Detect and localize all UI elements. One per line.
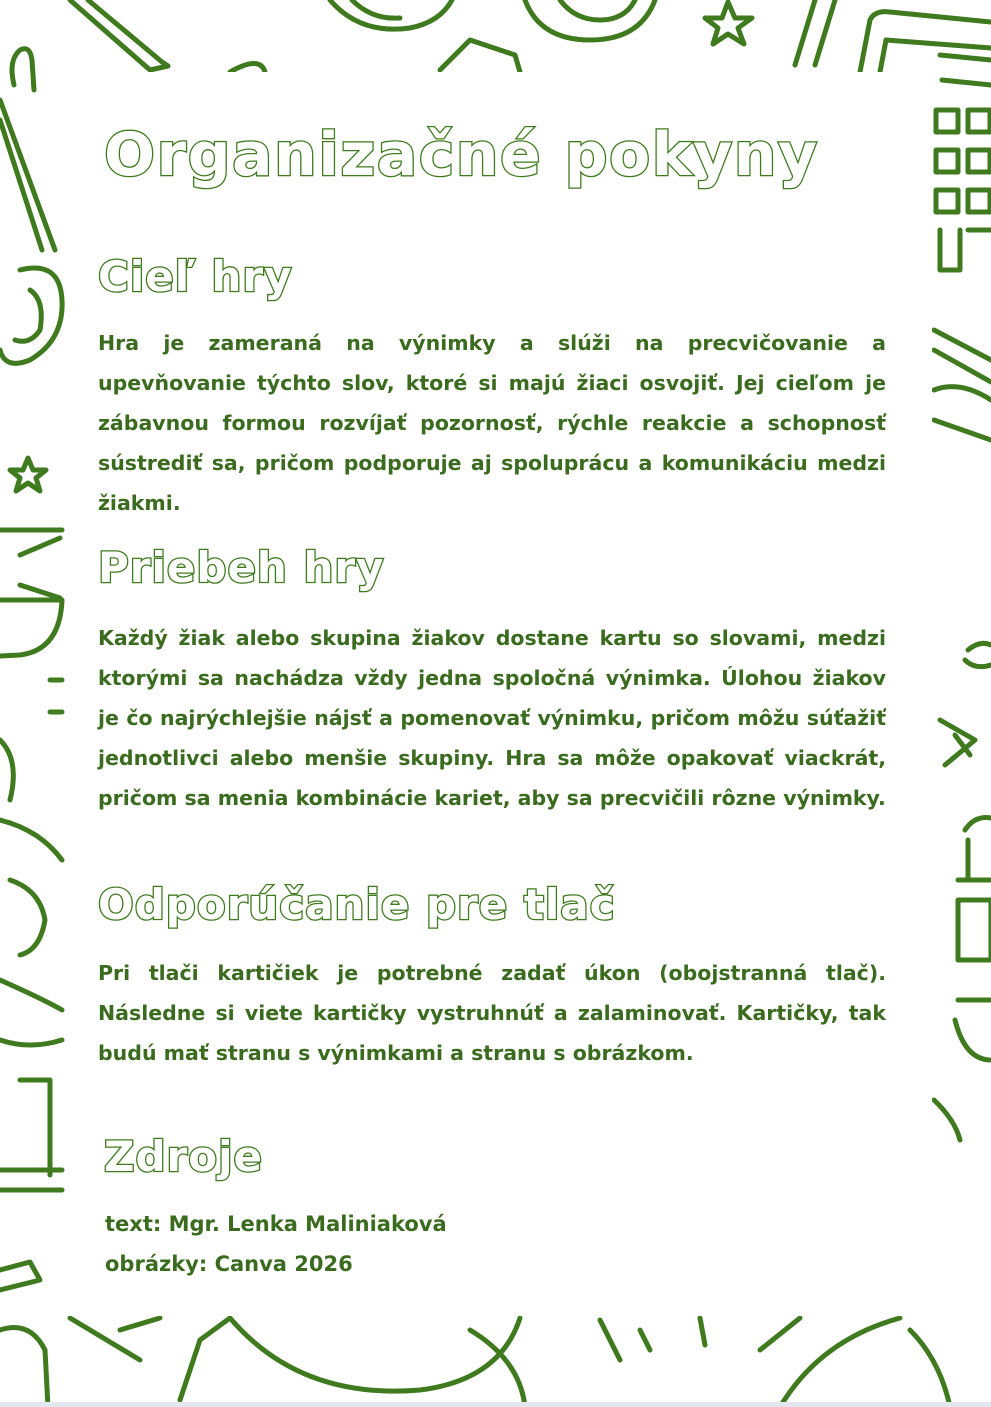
bottom-doodles — [70, 1318, 950, 1407]
section-heading-course: Priebeh hry — [98, 543, 385, 592]
pencil-sharpener-icon — [955, 818, 991, 1061]
sources-heading: Zdroje — [104, 1132, 263, 1181]
star-icon — [705, 2, 752, 44]
plane-icon — [940, 720, 975, 765]
magnifier-icon — [525, 0, 655, 40]
page-title: Organizačné pokyny — [104, 120, 819, 190]
globe-icon — [330, 0, 452, 29]
eraser-icon — [0, 1262, 40, 1290]
protractor-icon — [0, 530, 62, 656]
scissors-icon — [0, 100, 62, 363]
paperclip-icon — [12, 49, 34, 90]
bottom-scrollbar-edge — [0, 1402, 991, 1407]
section-heading-print: Odporúčanie pre tlač — [98, 880, 616, 929]
pin-icon — [965, 643, 991, 666]
source-images-credit: obrázky: Canva 2026 — [105, 1252, 353, 1276]
source-text-credit: text: Mgr. Lenka Maliniaková — [105, 1212, 447, 1236]
pencil-right-icon — [934, 330, 991, 440]
globe-stand-icon — [0, 740, 62, 1190]
section-text-course: Každý žiak alebo skupina žiakov dostane kartu so slovami, medzi ktorými sa nachádza vždy jedna spoločná výnimka. Úlohou žiakov je čo najrýchlejšie nájsť a pomenovať výnimku, pričom môžu súťažiť jednotlivci alebo menšie skupiny. Hra sa môže opakovať viackrát, pričom sa menia kombinácie kariet, aby sa precvičili rôzne výnimky. — [98, 626, 886, 810]
ruler-icon — [795, 0, 835, 65]
section-heading-goal: Cieľ hry — [98, 252, 293, 301]
star-small-icon — [10, 458, 46, 491]
note-icon — [440, 40, 520, 72]
section-text-goal: Hra je zameraná na výnimky a slúži na precvičovanie a upevňovanie týchto slov, ktoré si majú žiaci osvojiť. Jej cieľom je zábavnou formou rozvíjať pozornosť, rýchle reakcie a schopnosť sústrediť sa, pričom podporuje aj spoluprácu a komunikáciu medzi žiakmi. — [98, 331, 886, 515]
pencil-icon — [70, 0, 168, 70]
section-text-print: Pri tlači kartičiek je potrebné zadať úkon (obojstranná tlač). Následne si viete kartičky vystruhnúť a zalaminovať. Kartičky, tak budú mať stranu s výnimkami a stranu s obrázkom. — [98, 961, 886, 1065]
